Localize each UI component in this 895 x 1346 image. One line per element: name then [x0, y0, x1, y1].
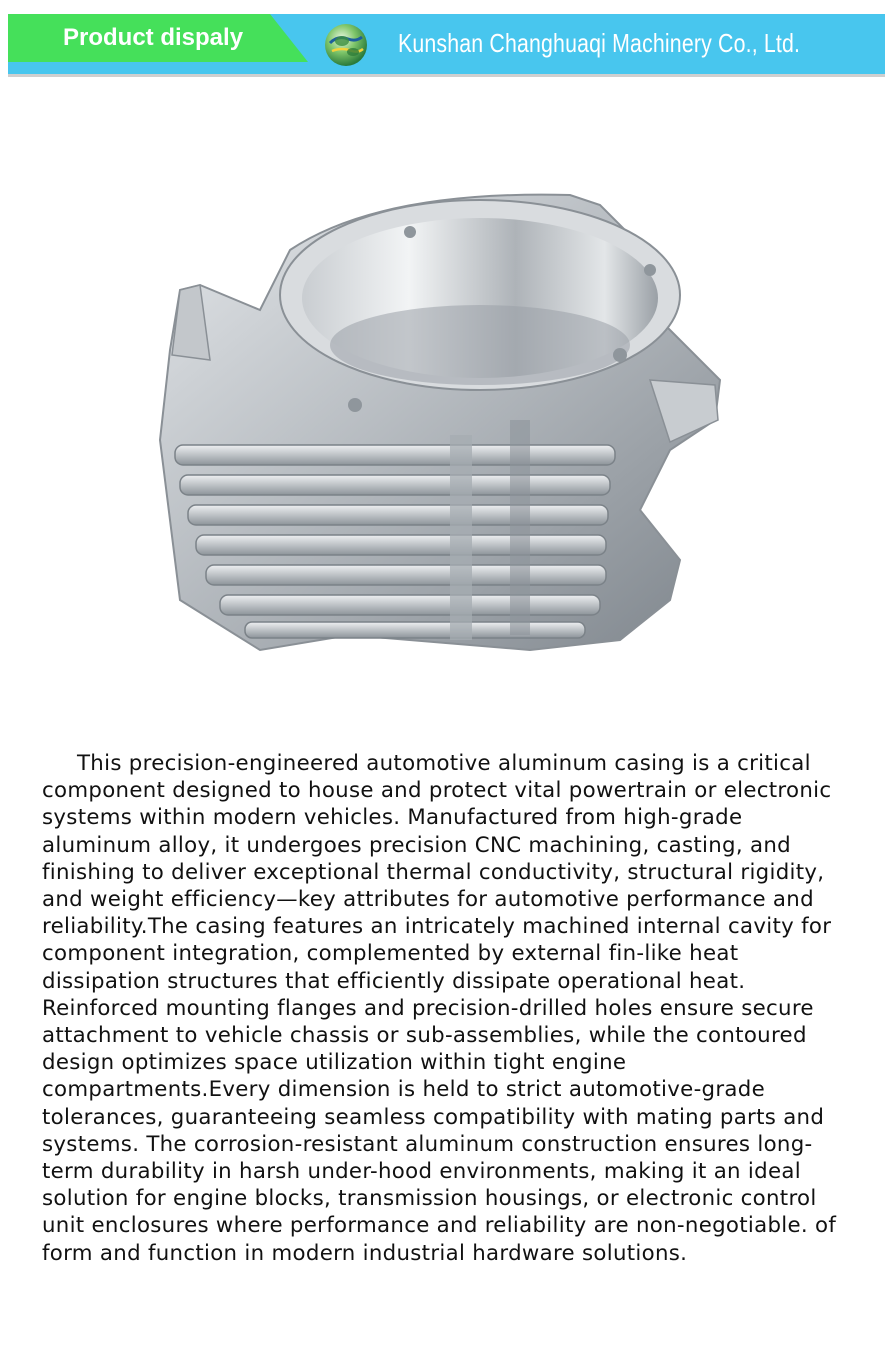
section-title: Product dispaly [63, 24, 244, 51]
company-name: Kunshan Changhuaqi Machinery Co., Ltd. [398, 28, 801, 58]
header-banner [8, 14, 885, 77]
globe-logo-icon [322, 21, 370, 69]
product-description: This precision-engineered automotive aluminum casing is a critical component designed to house and protect vital powertrain or electronic systems within modern vehicles. Manufactured from high-grade aluminum alloy, it undergoes precision CNC machining, casting, and finishing to deliver exceptional thermal conductivity, structural rigidity, and weight efficiency—key attributes for automotive performance and reliability.The casing features an intricately machined internal cavity for component integration, complemented by external fin-like heat dissipation structures that efficiently dissipate operational heat. Reinforced mounting flanges and precision-drilled holes ensure secure attachment to vehicle chassis or sub-assemblies, while the contoured design optimizes space utilization within tight engine compartments.Every dimension is held to strict automotive-grade tolerances, guaranteeing seamless compatibility with mating parts and systems. The corrosion-resistant aluminum construction ensures long-term durability in harsh under-hood environments, making it an ideal solution for engine blocks, transmission housings, or electronic control unit enclosures where performance and reliability are non-negotiable. of form and function in modern industrial hardware solutions. [42, 751, 837, 1266]
aluminum-casing-icon [150, 180, 730, 680]
